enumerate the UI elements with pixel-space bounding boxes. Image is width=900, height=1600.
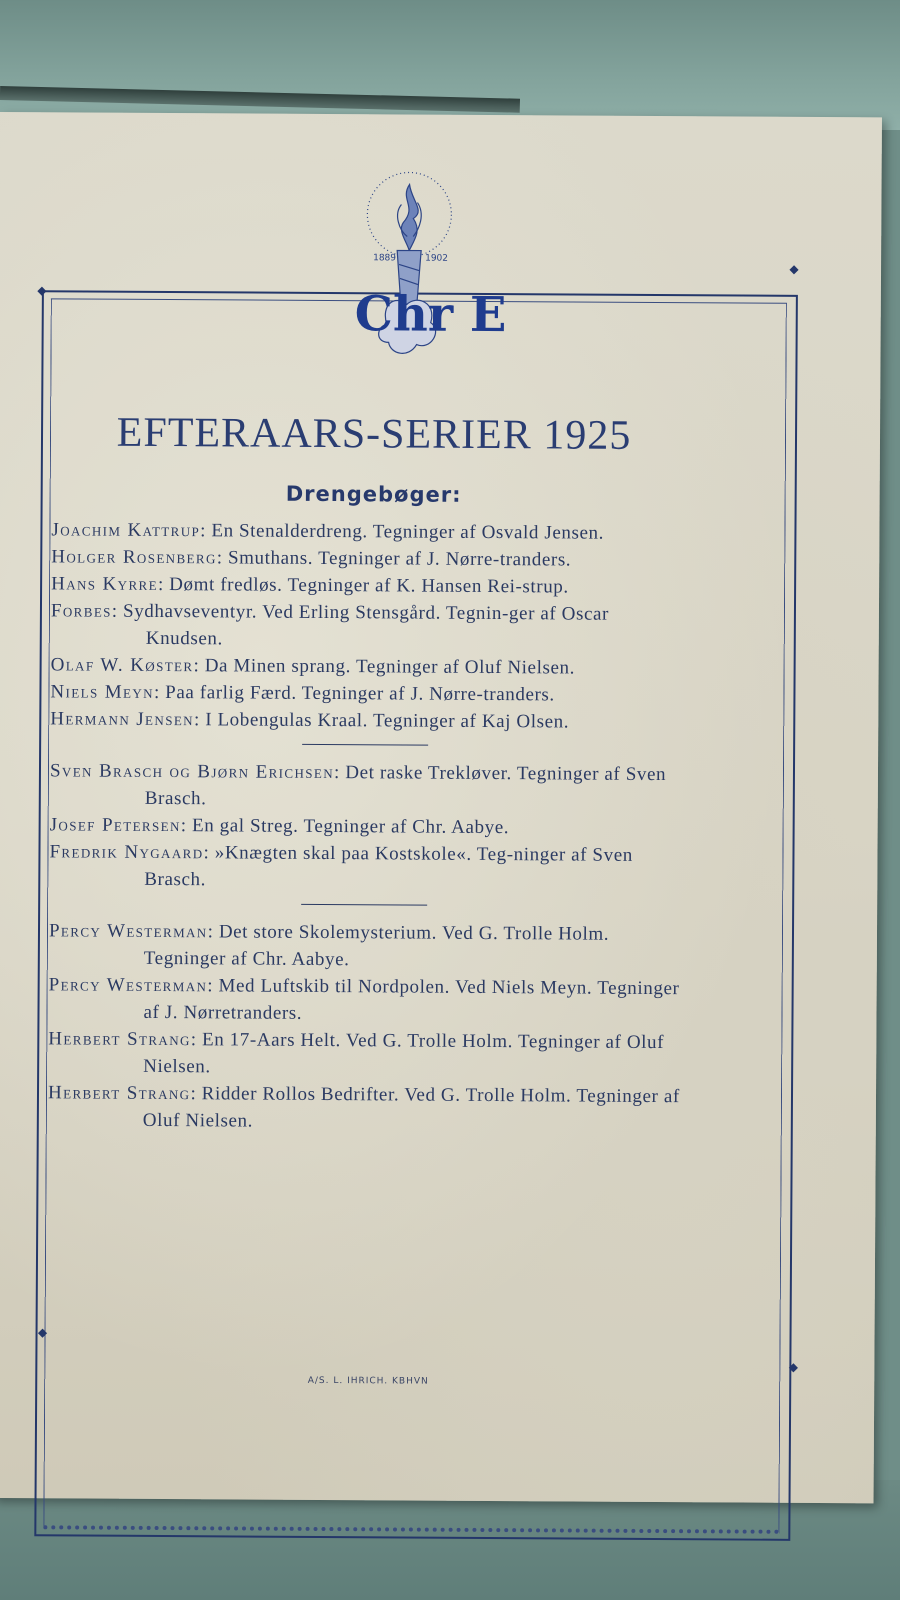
list-item [51,570,691,601]
entry-text: : Med Luftskib til Nordpolen. Ved Niels Meyn. Tegninger af J. Nørretranders. [143,975,680,1024]
book-back-cover [0,112,882,1503]
entry-text: : I Lobengulas Kraal. Tegninger af Kaj Olsen. [193,709,570,733]
printer-imprint: A/S. L. IHRICH. KBHVN [307,1375,429,1387]
section-heading: Drengebøger: [285,481,462,507]
entry-text: : Dømt fredløs. Tegninger af K. Hansen Rei-strup. [157,573,569,598]
entry-author: Herbert Strang [48,1028,191,1051]
page-title: EFTERAARS-SERIER 1925 [116,409,632,459]
list-item [50,705,690,736]
entry-text: : Sydhavseventyr. Ved Erling Stensgård. Tegnin-ger af Oscar Knudsen. [111,600,610,650]
list-item [51,597,691,655]
section-divider [301,904,427,906]
list-item [51,543,691,574]
entry-text: : Ridder Rollos Bedrifter. Ved G. Trolle Holm. Tegninger af Oluf Nielsen. [142,1083,680,1132]
section-divider [302,744,428,746]
book-list [48,516,692,1137]
list-item [48,1025,688,1083]
entry-author: Percy Westerman [48,974,208,997]
entry-author: Olaf W. Køster [50,654,194,677]
entry-text: : En Stenalderdreng. Tegninger af Osvald Jensen. [200,520,605,544]
logo-year-left: 1889 [373,253,397,264]
frame-corner-ornament-icon: ◆ [788,1359,799,1374]
list-item [49,917,689,975]
entry-author: Fredrik Nygaard [49,841,204,864]
frame-corner-ornament-icon: ◆ [37,283,47,298]
list-item [50,757,690,815]
entry-text: : En 17-Aars Helt. Ved G. Trolle Holm. Tegninger af Oluf Nielsen. [143,1029,665,1078]
list-item [48,971,688,1029]
torch-emblem-icon [346,154,507,375]
logo-year-right: 1902 [425,253,449,264]
entry-author: Niels Meyn [50,681,155,703]
entry-author: Holger Rosenberg [51,546,217,569]
frame-corner-ornament-icon: ◆ [37,1325,48,1340]
entry-text: : Smuthans. Tegninger af J. Nørre-tranders. [216,547,572,571]
entry-author: Herbert Strang [47,1082,191,1105]
entry-author: Forbes [50,600,112,622]
entry-text: : Det raske Trekløver. Tegninger af Sven Brasch. [144,762,667,810]
entry-text: : En gal Streg. Tegninger af Chr. Aabye. [180,815,510,839]
frame-corner-ornament-icon: ◆ [789,261,799,276]
entry-author: Percy Westerman [48,920,208,943]
entry-text: : Det store Skolemysterium. Ved G. Trolle Holm. Tegninger af Chr. Aabye. [143,921,610,971]
entry-author: Josef Petersen [49,814,181,837]
logo-monogram: Chr E [354,286,507,344]
entry-text: : »Knægten skal paa Kostskole«. Teg-ninger af Sven Brasch. [144,842,633,891]
list-item [49,838,689,896]
entry-author: Sven Brasch og Bjørn Erichsen [49,760,335,784]
entry-text: : Da Minen sprang. Tegninger af Oluf Nielsen. [193,655,576,679]
entry-text: : Paa farlig Færd. Tegninger af J. Nørre-tranders. [153,681,555,706]
entry-author: Joachim Kattrup [51,519,201,542]
publisher-torch-logo [346,154,507,375]
list-item [50,811,690,842]
list-item [48,1079,688,1137]
list-item [51,516,691,547]
list-item [50,678,690,709]
entry-author: Hans Kyrre [51,573,159,595]
entry-author: Hermann Jensen [50,708,195,731]
list-item [51,651,691,682]
